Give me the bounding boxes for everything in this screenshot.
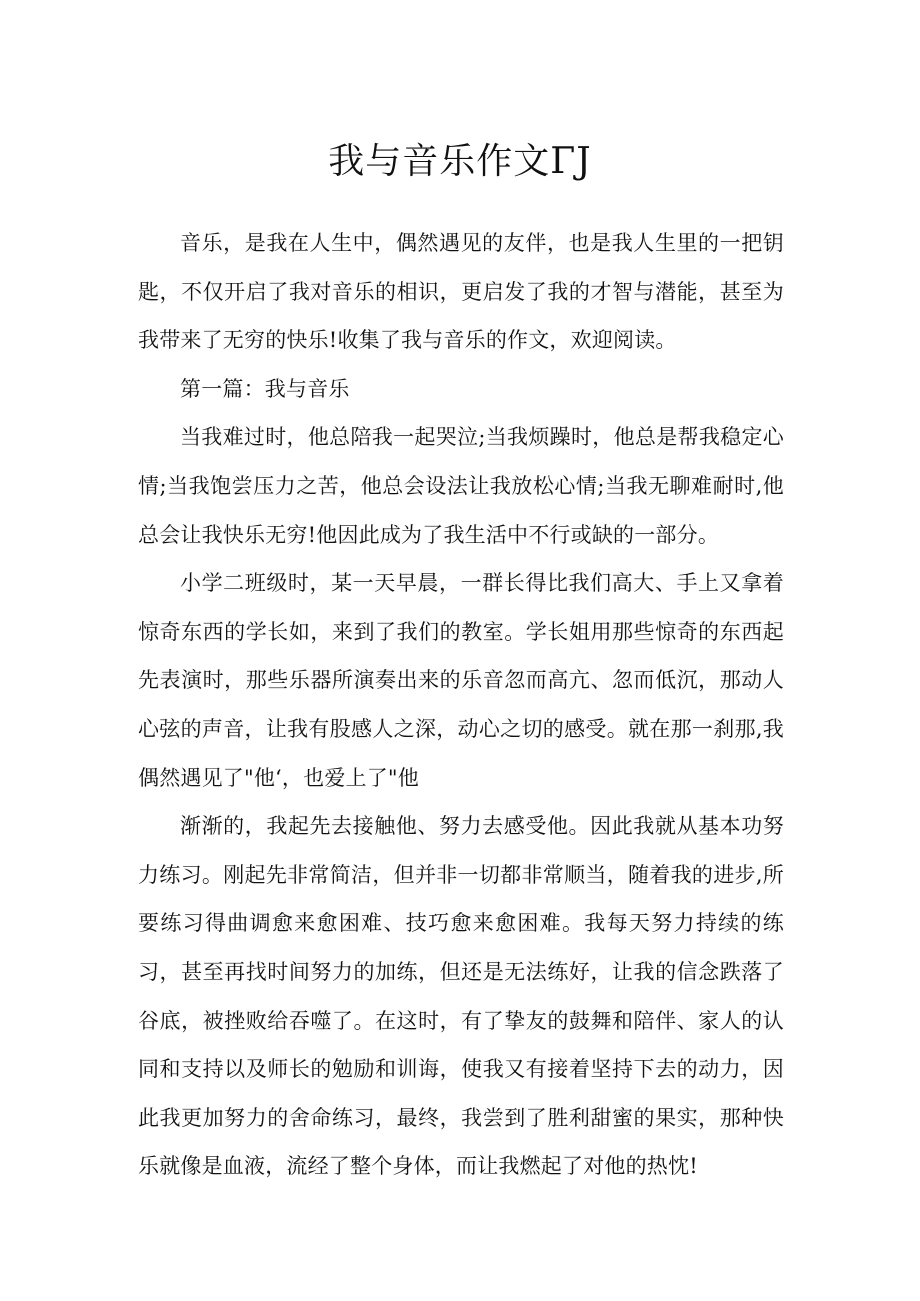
paragraph-intro: 音乐，是我在人生中，偶然遇见的友伴，也是我人生里的一把钥匙，不仅开启了我对音乐的相识，更启发了我的才智与潜能，甚至为我带来了无穷的快乐!收集了我与音乐的作文，欢迎阅读。: [138, 231, 784, 353]
paragraph-practice: 渐渐的，我起先去接触他、努力去感受他。因此我就从基本功努力练习。刚起先非常简洁，但并非一切都非常顺当，随着我的进步,所要练习得曲调愈来愈困难、技巧愈来愈困难。我每天努力持续的练习，甚至再找时间努力的加练，但还是无法练好，让我的信念跌落了谷底，被挫败给吞噬了。在这时，有了挚友的鼓舞和陪伴、家人的认同和支持以及师长的勉励和训诲，使我又有接着坚持下去的动力，因此我更加努力的舍命练习，最终，我尝到了胜利甜蜜的果实，那种快乐就像是血液，流经了整个身体，而让我燃起了对他的热忱!: [138, 814, 784, 1179]
paragraph-encounter: 小学二班级时，某一天早晨，一群长得比我们高大、手上又拿着惊奇东西的学长如，来到了我们的教室。学长姐用那些惊奇的东西起先表演时，那些乐器所演奏出来的乐音忽而高亢、忽而低沉，那动人心弦的声音，让我有股感人之深，动心之切的感受。就在那一刹那,我偶然遇见了"他‘，也爱上了"他: [138, 571, 784, 790]
paragraph-companion: 当我难过时，他总陪我一起哭泣;当我烦躁时，他总是帮我稳定心情;当我饱尝压力之苦，他总会设法让我放松心情;当我无聊难耐时,他总会让我快乐无穷!他因此成为了我生活中不行或缺的一部分。: [138, 425, 784, 547]
document-body: [138, 219, 784, 1191]
section-heading: 第一篇：我与音乐: [180, 376, 350, 401]
document-title: 我与音乐作文ΓJ: [328, 141, 592, 182]
